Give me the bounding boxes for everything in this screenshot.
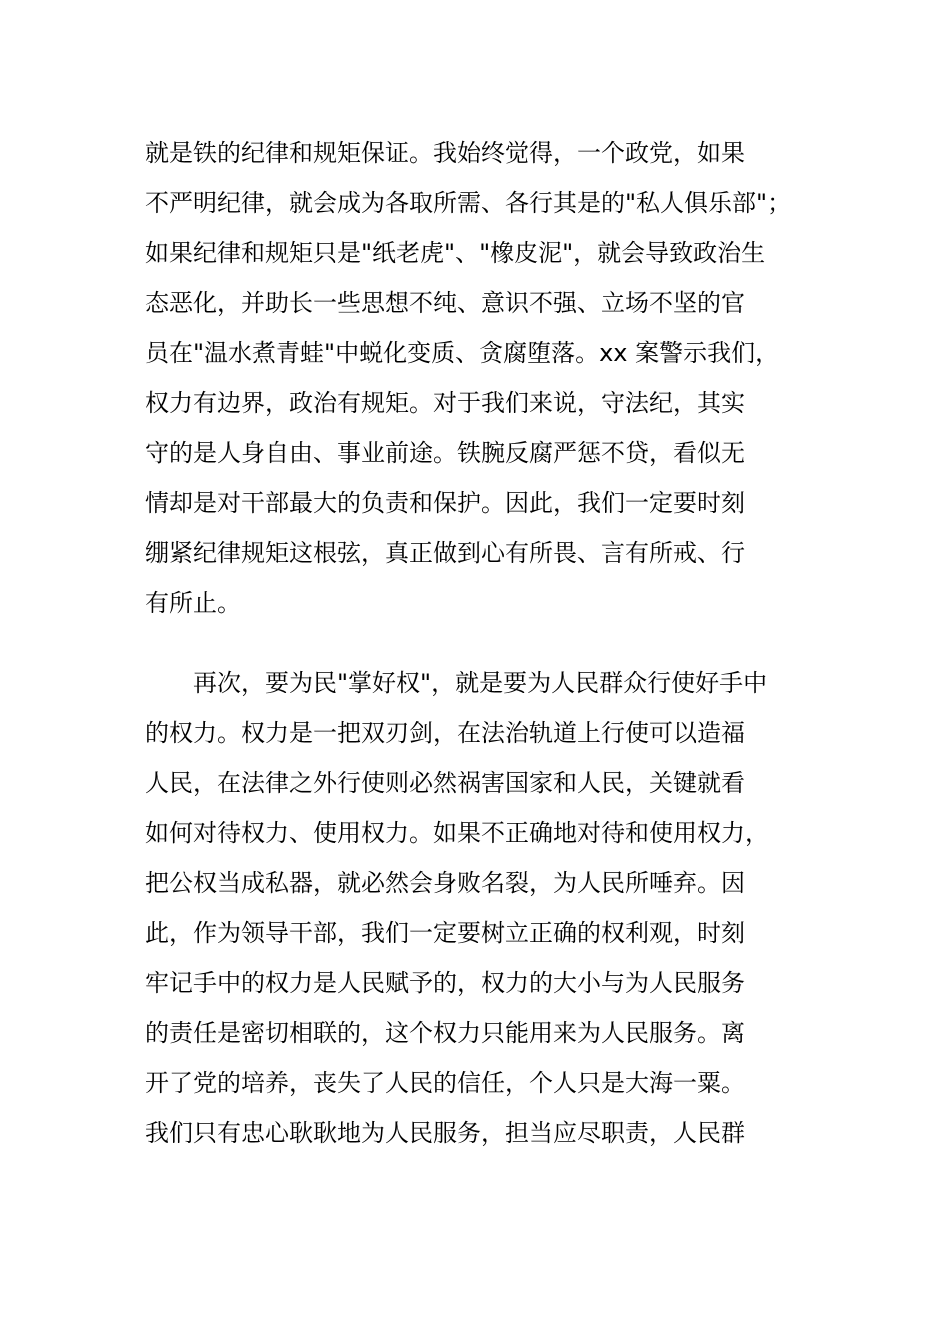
text-line: 此，作为领导干部，我们一定要树立正确的权利观，时刻 [145,919,745,947]
text-line: 员在"温水煮青蛙"中蜕化变质、贪腐堕落。xx 案警示我们， [145,339,780,367]
text-line: 的权力。权力是一把双刃剑，在法治轨道上行使可以造福 [145,719,745,747]
text-line: 我们只有忠心耿耿地为人民服务，担当应尽职责，人民群 [145,1119,745,1147]
text-line: 绷紧纪律规矩这根弦，真正做到心有所畏、言有所戒、行 [145,539,745,567]
text-line: 态恶化，并助长一些思想不纯、意识不强、立场不坚的官 [145,289,745,317]
text-line: 开了党的培养，丧失了人民的信任，个人只是大海一粟。 [145,1069,745,1097]
text-line: 有所止。 [145,589,241,617]
text-line: 情却是对干部最大的负责和保护。因此，我们一定要时刻 [145,489,745,517]
text-line: 权力有边界，政治有规矩。对于我们来说，守法纪，其实 [145,389,745,417]
text-line: 人民，在法律之外行使则必然祸害国家和人民，关键就看 [145,769,745,797]
text-line: 把公权当成私器，就必然会身败名裂，为人民所唾弃。因 [145,869,745,897]
text-line: 如果纪律和规矩只是"纸老虎"、"橡皮泥"，就会导致政治生 [145,239,766,267]
text-line: 就是铁的纪律和规矩保证。我始终觉得，一个政党，如果 [145,139,745,167]
text-line: 再次，要为民"掌好权"，就是要为人民群众行使好手中 [193,669,768,697]
text-line: 不严明纪律，就会成为各取所需、各行其是的"私人俱乐部"； [145,189,792,217]
text-line: 牢记手中的权力是人民赋予的，权力的大小与为人民服务 [145,969,745,997]
text-line: 守的是人身自由、事业前途。铁腕反腐严惩不贷，看似无 [145,439,745,467]
text-line: 如何对待权力、使用权力。如果不正确地对待和使用权力， [145,819,769,847]
text-line: 的责任是密切相联的，这个权力只能用来为人民服务。离 [145,1019,745,1047]
